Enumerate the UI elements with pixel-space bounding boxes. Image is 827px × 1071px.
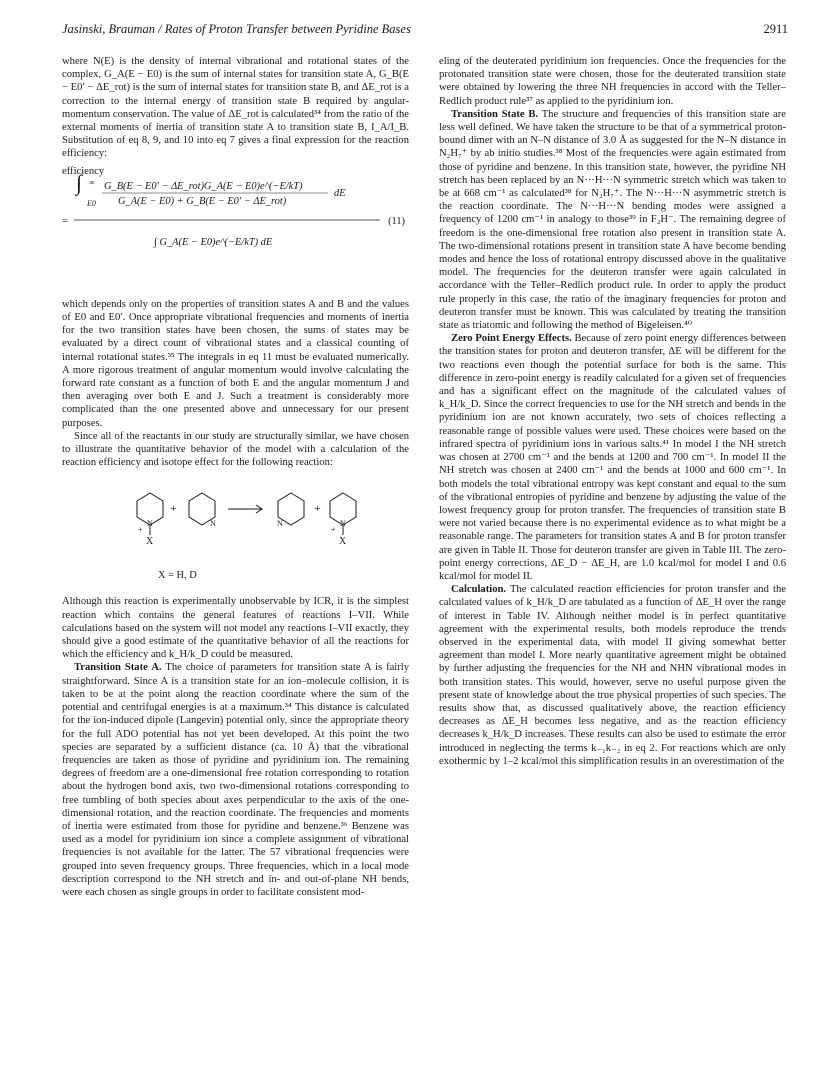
paragraph-text: The choice of parameters for transition state A is fairly straightforward. Since A is a transition state for an ion–molecule collision, it is taken to be at the point along the reaction coordinate where the sum of the potential and centrifugal energies is at a maximum.³⁴ This distance is calculated for the ion-induced dipole (Langevin) potential only, since the appropriate theory for the full ADO potential has not yet been developed. At this point the two species are separated by a sufficient distance (ca. 10 Å) that the vibrational frequencies are taken as those of pyridine and pyridinium ion. The remaining degrees of freedom are a one-dimensional free rotation corresponding to rotation about the hydrogen bond axis, two two-dimensional rotations corresponding to free tumbling of both species about axes perpendicular to the axis of the one-dimensional rotation, and the reaction coordinate. The frequencies and moments of inertia were estimated from those for pyridine and benzene.³⁶ Benzene was used as a model for pyridinium ion since a complete assignment of vibrational frequencies is not available for the latter. The 57 vibrational frequencies were grouped into seven frequency groups. Three frequencies, which in a local mode description correspond to the NH stretch and in- and out-of-plane NH bends, were each chosen as single groups in order to facilitate consistent mod- bbox=[62, 662, 410, 898]
plus-sign: + bbox=[314, 501, 321, 516]
denominator-integral: ∫ G_A(E − E0)e^(−E/kT) dE bbox=[154, 236, 273, 248]
running-title: Jasinski, Brauman / Rates of Proton Transfer between Pyridine Bases bbox=[62, 22, 411, 36]
reaction-structures bbox=[62, 473, 409, 573]
paragraph: Since all of the reactants in our study are structurally similar, we have chosen to illustrate the quantitative behavior of the model with a calculation of the reaction efficiency and isotope effect for the following reaction: bbox=[62, 430, 409, 469]
integral-sign: ∫ bbox=[76, 169, 83, 195]
section-heading: Calculation. bbox=[451, 584, 507, 596]
equation-number: (11) bbox=[388, 215, 405, 227]
x-label: X bbox=[339, 536, 347, 548]
x-definition: X = H, D bbox=[158, 570, 197, 582]
charge-label: + bbox=[138, 525, 143, 535]
paragraph-text: The structure and frequencies of this transition state are less well defined. We have taken the structure to be that of a symmetrical proton-bound dimer with an N–N distance of 3.0 Å as suggested for the N–N distance in N₂H₇⁺ by ab initio studies.³⁸ Most of the frequencies were again estimated from those of pyridine and benzene. In this transition state, however, the pyridine NH stretch has been replaced by an N···H···N symmetric stretch which was taken to be at 668 cm⁻¹ as calculated³⁸ for N₂H₇⁺. The N···H···N asymmetric stretch is the reaction coordinate. The N···H···N bending modes were assigned a frequency of 1200 cm⁻¹ in analogy to those³⁹ in F₂H⁻. The remaining degree of freedom is the one-dimensional free rotation also present in transition state A. The two-dimensional rotations present in transition state A have become bending modes and hence the loss of rotational entropy discussed above in the qualitative model. The frequencies for the deuteron transfer were again calculated in accordance with the Teller–Redlich product rule. In order to apply the product rule properly in this case, the ratio of the imaginary frequencies for proton and deuteron transfer must be known. This was calculated by treating the transition state as triatomic and following the method of Bigeleisen.⁴⁰ bbox=[439, 108, 786, 332]
paragraph bbox=[62, 661, 409, 899]
inner-denominator: G_A(E − E0) + G_B(E − E0′ − ΔE_rot) bbox=[118, 195, 287, 207]
equation-equals: = bbox=[62, 215, 68, 227]
section-heading: Transition State B. bbox=[451, 108, 539, 120]
differential: dE bbox=[334, 187, 346, 199]
page-header bbox=[62, 22, 788, 40]
paragraph: which depends only on the properties of transition states A and B and the values of E0 and E0′. Once appropriate vibrational frequencies and moments of inertia for the two transition states have been chosen, the sums of states may be evaluated by a direct count of vibrational states and a classical counting of internal rotational states.³⁵ The integrals in eq 11 must be evaluated numerically. A more rigorous treatment of angular momentum would involve calculating the forward rate constant as a function of both E and the angular momentum J and then averaging over both E and J. Such a treatment is considerably more complicated than the one presented above and unnecessary for our present purposes. bbox=[62, 298, 409, 429]
page-number: 2911 bbox=[763, 22, 788, 36]
left-column bbox=[62, 55, 409, 899]
plus-sign: + bbox=[170, 501, 177, 516]
nitrogen-label: N bbox=[277, 519, 283, 529]
reaction-scheme bbox=[62, 473, 409, 591]
nitrogen-label: N bbox=[340, 519, 346, 529]
nitrogen-label: N bbox=[147, 519, 153, 529]
x-label: X bbox=[146, 536, 154, 548]
upper-limit: ∞ bbox=[89, 177, 95, 187]
paragraph-text: Because of zero point energy differences between the transition states for proton and deuteron transfer, ΔE will be different for the two reactions even though the potential surface for both is the same. This difference in zero-point energy is readily calculated for a given set of frequencies and has a significant effect on the magnitude of the calculated values of k_H/k_D. Since the correct frequencies to use for the NH stretch and bends in the pyridinium ion are not known accurately, two sets of choices reflecting a reasonable range of possible values were used. These choices were based on the infrared spectra of pyridinium ions in various salts.⁴¹ In model I the NH stretch was chosen at 2700 cm⁻¹ and the bends at 1200 and 700 cm⁻¹. In model II the NH stretch was chosen at 2400 cm⁻¹ and the bends at 1000 and 600 cm⁻¹. In both models the total vibrational entropy was kept constant and equal to the sum of the vibrational entropies of pyridine and benzene by adjusting the value of the lowest frequency group for proton transfer. The frequencies of transition state B were not varied because there is no experimental evidence as to what might be a reasonable range. The parameters for transition states A and B for proton transfer are given in Table II. Those for deuteron transfer are given in Table III. The zero-point energy corrections, ΔE_D − ΔE_H, are 1.0 kcal/mol for model I and 0.6 kcal/mol for model II. bbox=[439, 333, 786, 582]
paragraph bbox=[439, 583, 786, 768]
inner-numerator: G_B(E − E0′ − ΔE_rot)G_A(E − E0)e^(−E/kT) bbox=[104, 180, 303, 192]
paragraph bbox=[439, 332, 786, 583]
lower-limit: E0 bbox=[87, 198, 96, 208]
nitrogen-label: N bbox=[210, 519, 216, 529]
paragraph-text: The calculated reaction efficiencies for proton transfer and the calculated values of k_H/k_D are tabulated as a function of ΔE_H over the range of interest in Table IV. Although neither model is in perfect quantitative agreement with the experimental results, both models reproduce the trends observed in the experimental data, with model II giving somewhat better agreement than model I. More nearly quantitative agreement might be obtained by further adjusting the frequencies for the NH and NHN vibrational modes in both transition states. This would, however, serve no useful purpose given the present state of knowledge about the true physical properties of such species. The results show that, as discussed qualitatively above, the reaction efficiency decreases as ΔE_H becomes less negative, and as the reaction efficiency decreases k_H/k_D increases. These results can also be used to estimate the error introduced in neglecting the terms k₋₁k₋₂ in eq 2. For reactions which are only exothermic by 1–2 kcal/mol this simplification results in an overestimation of the bbox=[439, 584, 786, 767]
paragraph: eling of the deuterated pyridinium ion frequencies. Once the frequencies for the protonated transition state were chosen, those for the deuterated transition state were obtained by lowering the three NH frequencies in accord with the Teller–Redlich product rule³⁷ as applied to the pyridinium ion. bbox=[439, 56, 786, 107]
paragraph: where N(E) is the density of internal vibrational and rotational states of the complex, G_A(E − E0) is the sum of internal states for transition state A, G_B(E − E0′ − ΔE_rot) is the sum of internal states for transition state B, and ΔE_rot is a correction to the internal energy of transition state B required by angular-momentum conservation. The value of ΔE_rot is calculated³⁴ from the ratio of the external moments of inertia of transition state A to transition state B, I_A/I_B. Substitution of eq 8, 9, and 10 into eq 7 gives a final expression for the reaction efficiency: bbox=[62, 56, 409, 160]
section-heading: Transition State A. bbox=[74, 662, 162, 674]
paragraph bbox=[439, 108, 786, 332]
paragraph: Although this reaction is experimentally unobservable by ICR, it is the simplest reaction which contains the general features of reactions I–VII. While calculations based on the system will not model any reactions I–VII exactly, they should give a good estimate of the quantitative behavior of all the reactions for which the efficiency and k_H/k_D could be measured. bbox=[62, 596, 409, 661]
efficiency-label: efficiency bbox=[62, 165, 105, 177]
charge-label: + bbox=[331, 525, 336, 535]
right-column bbox=[439, 55, 786, 768]
section-heading: Zero Point Energy Effects. bbox=[451, 333, 572, 345]
